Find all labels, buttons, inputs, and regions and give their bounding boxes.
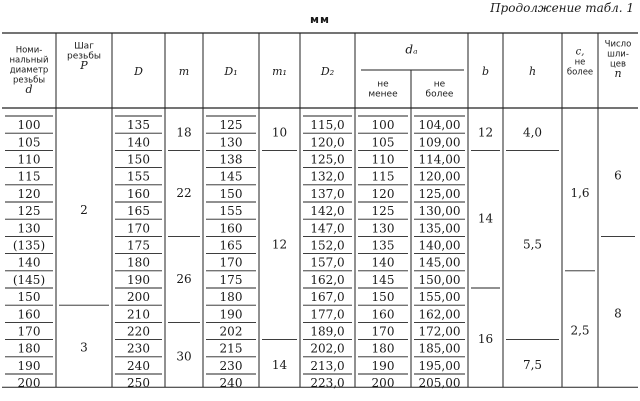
cell-D2: 142,0 bbox=[310, 204, 345, 219]
cell-d: 160 bbox=[17, 307, 41, 322]
cell-da-min: 140 bbox=[371, 255, 395, 270]
cell-D2: 115,0 bbox=[310, 118, 345, 133]
cell-da-min: 115 bbox=[371, 169, 395, 184]
cell-D1: 170 bbox=[219, 255, 243, 270]
cell-D1: 155 bbox=[219, 204, 243, 219]
cell-da-max: 162,00 bbox=[418, 307, 461, 322]
cell-D: 250 bbox=[127, 376, 150, 391]
cell-D2: 202,0 bbox=[310, 341, 345, 356]
units-label: мм bbox=[310, 13, 330, 26]
cell-D2: 132,0 bbox=[310, 169, 345, 184]
merged-n: 8 bbox=[614, 306, 622, 321]
cell-D2: 120,0 bbox=[310, 135, 345, 150]
cell-da-max: 125,00 bbox=[418, 186, 461, 201]
cell-d: 115 bbox=[17, 169, 41, 184]
cell-D: 200 bbox=[127, 290, 150, 305]
cell-D: 190 bbox=[127, 272, 150, 287]
merged-b: 12 bbox=[477, 125, 494, 140]
cell-D: 155 bbox=[127, 169, 150, 184]
cell-D: 160 bbox=[127, 186, 150, 201]
merged-b: 16 bbox=[477, 332, 494, 347]
cell-D1: 145 bbox=[219, 169, 243, 184]
header-D1: D₁ bbox=[224, 65, 238, 78]
merged-m: 30 bbox=[176, 349, 192, 364]
cell-D2: 157,0 bbox=[310, 255, 345, 270]
cell-d: 110 bbox=[17, 152, 41, 167]
header-nominal-diameter: d bbox=[25, 83, 33, 96]
cell-d: 180 bbox=[17, 341, 41, 356]
merged-P: 3 bbox=[80, 340, 88, 355]
cell-da-min: 100 bbox=[371, 118, 395, 133]
cell-D1: 175 bbox=[219, 272, 243, 287]
merged-c: 1,6 bbox=[570, 185, 590, 200]
merged-h: 5,5 bbox=[522, 237, 543, 252]
header-spline-count: шли- bbox=[607, 49, 629, 60]
cell-da-min: 200 bbox=[371, 376, 395, 391]
cell-D1: 130 bbox=[219, 135, 243, 150]
cell-D2: 223,0 bbox=[310, 376, 345, 391]
header-nominal-diameter: нальный bbox=[9, 55, 49, 66]
cell-da-max: 120,00 bbox=[418, 169, 461, 184]
cell-da-max: 145,00 bbox=[418, 255, 461, 270]
header-nominal-diameter: резьбы bbox=[12, 75, 46, 86]
header-da-min: не bbox=[377, 79, 389, 90]
cell-D1: 202 bbox=[219, 324, 243, 339]
cell-D1: 165 bbox=[219, 238, 243, 253]
merged-m: 22 bbox=[176, 185, 192, 200]
cell-da-max: 109,00 bbox=[418, 135, 461, 150]
header-m: m bbox=[178, 65, 190, 78]
header-thread-pitch: резьбы bbox=[67, 51, 101, 62]
cell-D: 240 bbox=[127, 358, 150, 373]
cell-da-min: 170 bbox=[371, 324, 395, 339]
cell-D1: 150 bbox=[219, 186, 243, 201]
cell-D1: 138 bbox=[219, 152, 243, 167]
cell-D: 135 bbox=[127, 118, 150, 133]
cell-d: 200 bbox=[17, 376, 41, 391]
cell-da-max: 140,00 bbox=[418, 238, 461, 253]
cell-D1: 160 bbox=[219, 221, 243, 236]
cell-D2: 177,0 bbox=[310, 307, 345, 322]
header-h: h bbox=[528, 65, 537, 78]
header-D2: D₂ bbox=[320, 65, 335, 78]
cell-da-max: 172,00 bbox=[418, 324, 461, 339]
cell-da-min: 105 bbox=[371, 135, 395, 150]
header-da-max: не bbox=[433, 79, 446, 90]
cell-da-max: 155,00 bbox=[418, 290, 461, 305]
merged-m1: 10 bbox=[271, 125, 288, 140]
cell-D2: 213,0 bbox=[310, 358, 345, 373]
cell-D2: 137,0 bbox=[310, 186, 345, 201]
cell-da-max: 205,00 bbox=[418, 376, 461, 391]
cell-D1: 125 bbox=[219, 118, 243, 133]
cell-D1: 180 bbox=[219, 290, 243, 305]
cell-da-min: 160 bbox=[371, 307, 395, 322]
cell-D: 150 bbox=[127, 152, 150, 167]
cell-D: 220 bbox=[127, 324, 150, 339]
cell-da-min: 190 bbox=[371, 358, 395, 373]
cell-da-max: 130,00 bbox=[418, 204, 461, 219]
cell-D: 175 bbox=[127, 238, 150, 253]
cell-da-min: 145 bbox=[371, 272, 395, 287]
cell-d: 125 bbox=[17, 204, 41, 219]
merged-h: 7,5 bbox=[522, 357, 543, 372]
header-m1: m₁ bbox=[272, 65, 287, 78]
cell-D2: 152,0 bbox=[310, 238, 345, 253]
cell-d: 130 bbox=[17, 221, 41, 236]
cell-d: (145) bbox=[12, 272, 46, 287]
merged-n: 6 bbox=[614, 168, 622, 183]
cell-da-min: 135 bbox=[371, 238, 395, 253]
cell-D: 140 bbox=[127, 135, 150, 150]
cell-D1: 190 bbox=[219, 307, 243, 322]
cell-da-min: 110 bbox=[371, 152, 395, 167]
cell-D1: 215 bbox=[219, 341, 243, 356]
header-nominal-diameter: Номи- bbox=[15, 45, 43, 56]
header-c: более bbox=[566, 67, 594, 78]
cell-D: 210 bbox=[127, 307, 150, 322]
cell-da-max: 185,00 bbox=[418, 341, 461, 356]
cell-D1: 230 bbox=[219, 358, 243, 373]
cell-D: 165 bbox=[127, 204, 150, 219]
cell-da-min: 120 bbox=[371, 186, 395, 201]
header-D: D bbox=[134, 65, 143, 78]
header-da-min: менее bbox=[368, 89, 398, 100]
cell-d: 105 bbox=[17, 135, 41, 150]
header-c: c, bbox=[575, 46, 585, 58]
header-c: не bbox=[574, 57, 586, 68]
cell-da-max: 195,00 bbox=[418, 358, 461, 373]
cell-D: 180 bbox=[127, 255, 150, 270]
merged-b: 14 bbox=[477, 211, 494, 226]
cell-d: 140 bbox=[17, 255, 41, 270]
merged-P: 2 bbox=[80, 203, 88, 218]
cell-D: 170 bbox=[127, 221, 150, 236]
cell-D2: 189,0 bbox=[310, 324, 345, 339]
cell-da-min: 130 bbox=[371, 221, 395, 236]
cell-da-min: 150 bbox=[371, 290, 395, 305]
header-nominal-diameter: диаметр bbox=[9, 65, 49, 76]
header-da-max: более bbox=[425, 89, 454, 100]
cell-da-max: 135,00 bbox=[418, 221, 461, 236]
merged-m: 18 bbox=[176, 125, 192, 140]
cell-D2: 125,0 bbox=[310, 152, 345, 167]
cell-d: 100 bbox=[17, 118, 41, 133]
header-thread-pitch: P bbox=[80, 59, 88, 72]
cell-D1: 240 bbox=[219, 376, 243, 391]
cell-d: 120 bbox=[17, 186, 41, 201]
merged-c: 2,5 bbox=[570, 323, 590, 338]
cell-D2: 162,0 bbox=[310, 272, 345, 287]
table-caption: Продолжение табл. 1 bbox=[490, 1, 634, 15]
cell-da-max: 114,00 bbox=[418, 152, 461, 167]
cell-da-min: 180 bbox=[371, 341, 395, 356]
cell-da-max: 150,00 bbox=[418, 272, 461, 287]
header-spline-count: n bbox=[614, 67, 622, 80]
merged-m1: 12 bbox=[271, 237, 288, 252]
cell-D: 230 bbox=[127, 341, 150, 356]
cell-D2: 147,0 bbox=[310, 221, 345, 236]
cell-d: 190 bbox=[17, 358, 41, 373]
header-thread-pitch: Шаг bbox=[74, 41, 94, 52]
header-spline-count: цев bbox=[609, 59, 627, 70]
header-spline-count: Число bbox=[604, 39, 632, 50]
header-da: dₐ bbox=[405, 42, 418, 57]
cell-d: (135) bbox=[12, 238, 46, 253]
header-b: b bbox=[481, 65, 490, 78]
cell-d: 170 bbox=[17, 324, 41, 339]
cell-da-min: 125 bbox=[371, 204, 395, 219]
cell-d: 150 bbox=[17, 290, 41, 305]
merged-h: 4,0 bbox=[522, 125, 543, 140]
cell-da-max: 104,00 bbox=[418, 118, 461, 133]
merged-m1: 14 bbox=[271, 357, 288, 372]
cell-D2: 167,0 bbox=[310, 290, 345, 305]
merged-m: 26 bbox=[176, 271, 192, 286]
